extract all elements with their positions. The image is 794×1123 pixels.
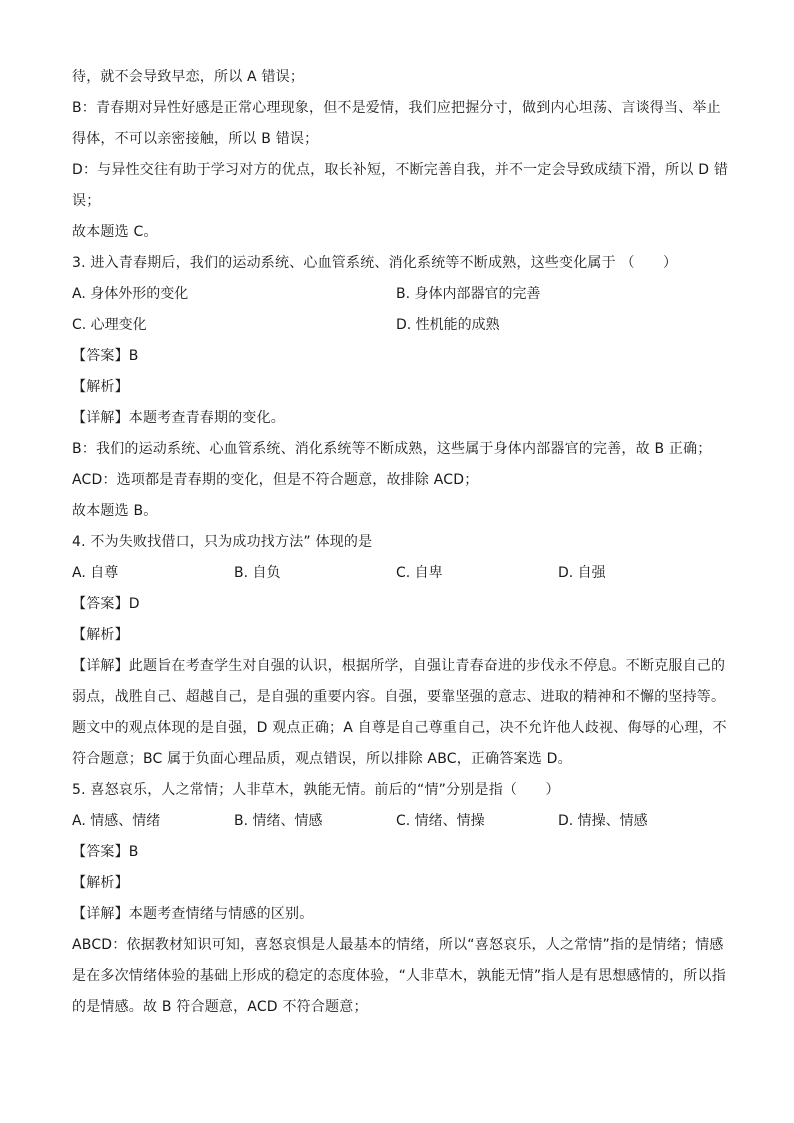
- option-c: C. 情绪、情操: [396, 813, 485, 829]
- detail-line: 【详解】本题考查青春期的变化。: [72, 410, 285, 426]
- option-a: A. 情感、情绪: [72, 813, 161, 829]
- text-line: 得体，不可以亲密接触，所以 B 错误；: [72, 131, 319, 147]
- detail-line: ACD：选项都是青春期的变化，但是不符合题意，故排除 ACD；: [72, 472, 479, 488]
- detail-line: 弱点，战胜自己、超越自己，是自强的重要内容。自强，要靠坚强的意志、进取的精神和不懈的坚持等。: [72, 689, 726, 705]
- answer-label: 【答案】B: [72, 844, 139, 860]
- option-a: A. 自尊: [72, 565, 119, 581]
- option-d: D. 性机能的成熟: [396, 317, 500, 333]
- question-4-options: [72, 558, 722, 589]
- analysis-label: 【解析】: [72, 627, 129, 643]
- option-d: D. 自强: [558, 565, 606, 581]
- question-5-options: [72, 806, 722, 837]
- answer-label: 【答案】D: [72, 596, 140, 612]
- detail-line: 符合题意；BC 属于负面心理品质，观点错误，所以排除 ABC，正确答案选 D。: [72, 751, 572, 767]
- detail-line: 【详解】此题旨在考查学生对自强的认识，根据所学，自强让青春奋进的步伐永不停息。不断克服自己的: [72, 658, 726, 674]
- text-line: D：与异性交往有助于学习对方的优点，取长补短，不断完善自我，并不一定会导致成绩下滑，所以 D 错: [72, 162, 729, 178]
- question-4-stem: 4. 不为失败找借口，只为成功找方法” 体现的是: [72, 534, 373, 550]
- text-line: B：青春期对异性好感是正常心理现象，但不是爱情，我们应把握分寸，做到内心坦荡、言谈得当、举止: [72, 100, 721, 116]
- analysis-label: 【解析】: [72, 875, 129, 891]
- detail-line: 【详解】本题考查情绪与情感的区别。: [72, 906, 314, 922]
- detail-line: 是在多次情绪体验的基础上形成的稳定的态度体验，“人非草木，孰能无情”指人是有思想感情的，所以指: [72, 968, 726, 984]
- detail-line: 的是情感。故 B 符合题意，ACD 不符合题意；: [72, 999, 368, 1015]
- option-c: C. 心理变化: [72, 317, 147, 333]
- analysis-label: 【解析】: [72, 379, 129, 395]
- text-line: 误；: [72, 193, 101, 209]
- text-line: 待，就不会导致早恋，所以 A 错误；: [72, 69, 305, 85]
- option-b: B. 自负: [234, 565, 281, 581]
- detail-line: 题文中的观点体现的是自强，D 观点正确；A 自尊是自己尊重自己，决不允许他人歧视、侮辱的心理，不: [72, 720, 727, 736]
- option-c: C. 自卑: [396, 565, 443, 581]
- option-d: D. 情操、情感: [558, 813, 648, 829]
- detail-line: B：我们的运动系统、心血管系统、消化系统等不断成熟，这些属于身体内部器官的完善，故 B 正确；: [72, 441, 712, 457]
- document-page: [72, 62, 729, 1023]
- answer-label: 【答案】B: [72, 348, 139, 364]
- question-3-options: [72, 279, 722, 310]
- detail-line: 故本题选 B。: [72, 503, 158, 519]
- text-line: 故本题选 C。: [72, 224, 158, 240]
- option-a: A. 身体外形的变化: [72, 286, 189, 302]
- question-5-stem: 5. 喜怒哀乐，人之常情；人非草木，孰能无情。前后的“情”分别是指（ ）: [72, 782, 560, 798]
- option-b: B. 身体内部器官的完善: [396, 286, 541, 302]
- question-3-options: [72, 310, 722, 341]
- detail-line: ABCD：依据教材知识可知，喜怒哀惧是人最基本的情绪，所以“喜怒哀乐，人之常情”指的是情绪；情感: [72, 937, 724, 953]
- option-b: B. 情绪、情感: [234, 813, 323, 829]
- question-3-stem: 3. 进入青春期后，我们的运动系统、心血管系统、消化系统等不断成熟，这些变化属于 （ ）: [72, 255, 678, 271]
